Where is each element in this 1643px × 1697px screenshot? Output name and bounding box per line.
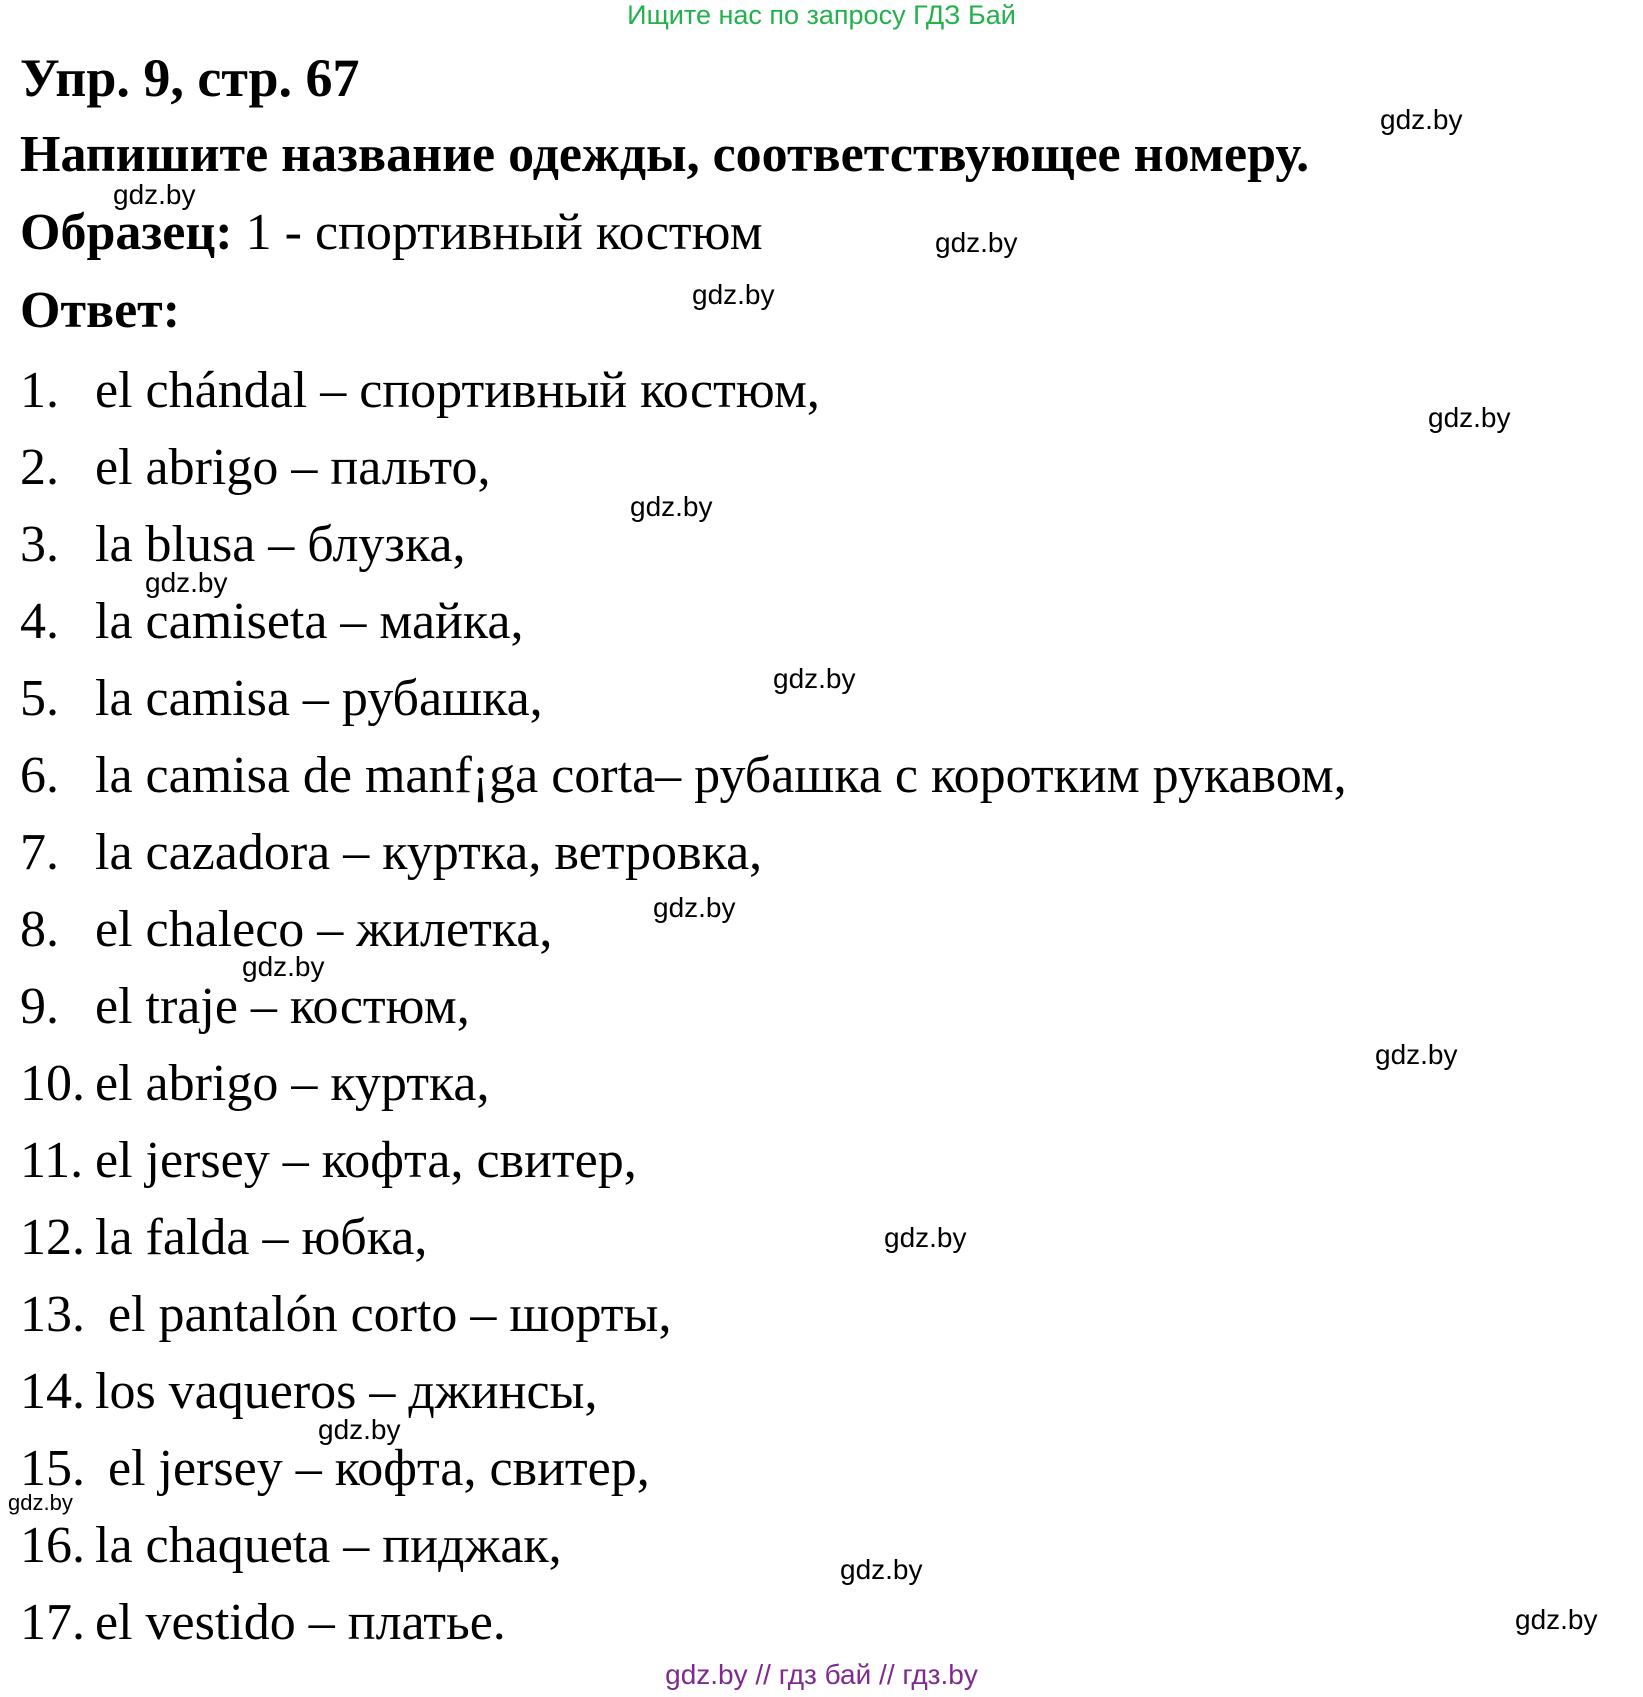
answer-number: 8. bbox=[20, 901, 59, 958]
watermark: gdz.by bbox=[1515, 1604, 1598, 1635]
answer-number: 17. bbox=[20, 1594, 85, 1651]
watermark: gdz.by bbox=[145, 567, 228, 598]
watermark: gdz.by bbox=[318, 1414, 401, 1445]
answer-item bbox=[20, 1353, 1347, 1430]
answer-number: 9. bbox=[20, 978, 59, 1035]
answer-text: la blusa – блузка, bbox=[95, 516, 466, 573]
search-banner[interactable]: Ищите нас по запросу ГДЗ Бай bbox=[627, 0, 1016, 30]
answer-text: el abrigo – пальто, bbox=[95, 439, 491, 496]
answer-item bbox=[20, 1507, 1347, 1584]
answer-text: la camiseta – майка, bbox=[95, 593, 524, 650]
answer-number: 3. bbox=[20, 516, 59, 573]
answer-number: 11. bbox=[20, 1132, 84, 1189]
answer-number: 13. bbox=[20, 1286, 85, 1343]
answer-item bbox=[20, 1122, 1347, 1199]
answer-item bbox=[20, 1045, 1347, 1122]
answer-text: la cazadora – куртка, ветровка, bbox=[95, 824, 763, 881]
sample-line bbox=[20, 203, 763, 263]
answer-number: 4. bbox=[20, 593, 59, 650]
answer-number: 2. bbox=[20, 439, 59, 496]
task-instruction: Напишите название одежды, соответствующее номеру. bbox=[20, 126, 1310, 183]
watermark: gdz.by bbox=[773, 663, 856, 694]
answer-item bbox=[20, 737, 1347, 814]
answer-item bbox=[20, 660, 1347, 737]
answer-item bbox=[20, 1584, 1347, 1661]
answer-text: el chándal – спортивный костюм, bbox=[95, 362, 820, 419]
answer-text: el vestido – платье. bbox=[95, 1594, 506, 1651]
answer-number: 5. bbox=[20, 670, 59, 727]
watermark: gdz.by bbox=[653, 892, 736, 923]
watermark: gdz.by bbox=[692, 279, 775, 310]
watermark: gdz.by bbox=[884, 1222, 967, 1253]
answer-number: 15. bbox=[20, 1440, 85, 1497]
answer-text: la camisa – рубашка, bbox=[95, 670, 543, 727]
answer-number: 7. bbox=[20, 824, 59, 881]
answer-text: el traje – костюм, bbox=[95, 978, 470, 1035]
answer-item bbox=[20, 1276, 1347, 1353]
answer-item bbox=[20, 352, 1347, 429]
watermark: gdz.by bbox=[242, 951, 325, 982]
answer-number: 10. bbox=[20, 1055, 85, 1112]
watermark: gdz.by bbox=[840, 1554, 923, 1585]
answer-list bbox=[20, 352, 1347, 1661]
answer-text: la camisa de manf¡ga corta– рубашка с коротким рукавом, bbox=[95, 747, 1347, 804]
answer-text: el pantalón corto – шорты, bbox=[95, 1286, 672, 1343]
answer-number: 12. bbox=[20, 1209, 85, 1266]
footer-links[interactable]: gdz.by // гдз бай // гдз.by bbox=[665, 1659, 978, 1690]
sample-text: 1 - спортивный костюм bbox=[232, 204, 763, 261]
answer-label: Ответ: bbox=[20, 282, 181, 339]
answer-text: la chaqueta – пиджак, bbox=[95, 1517, 562, 1574]
watermark: gdz.by bbox=[935, 227, 1018, 258]
page-title: Упр. 9, стр. 67 bbox=[20, 48, 360, 108]
answer-text: el jersey – кофта, свитер, bbox=[95, 1440, 650, 1497]
answer-text: los vaqueros – джинсы, bbox=[95, 1363, 598, 1420]
watermark: gdz.by bbox=[1428, 402, 1511, 433]
answer-text: el jersey – кофта, свитер, bbox=[95, 1132, 637, 1189]
watermark: gdz.by bbox=[1375, 1039, 1458, 1070]
answer-number: 14. bbox=[20, 1363, 85, 1420]
answer-item bbox=[20, 1430, 1347, 1507]
answer-item bbox=[20, 1199, 1347, 1276]
answer-number: 6. bbox=[20, 747, 59, 804]
watermark: gdz.by bbox=[630, 491, 713, 522]
answer-text: el chaleco – жилетка, bbox=[95, 901, 553, 958]
sample-label: Образец: bbox=[20, 204, 233, 261]
answer-number: 16. bbox=[20, 1517, 85, 1574]
answer-text: el abrigo – куртка, bbox=[95, 1055, 490, 1112]
answer-text: la falda – юбка, bbox=[95, 1209, 428, 1266]
watermark: gdz.by bbox=[1380, 104, 1463, 135]
watermark: gdz.by bbox=[113, 179, 196, 210]
answer-item bbox=[20, 968, 1347, 1045]
watermark: gdz.by bbox=[8, 1490, 73, 1515]
answer-number: 1. bbox=[20, 362, 59, 419]
answer-item bbox=[20, 814, 1347, 891]
